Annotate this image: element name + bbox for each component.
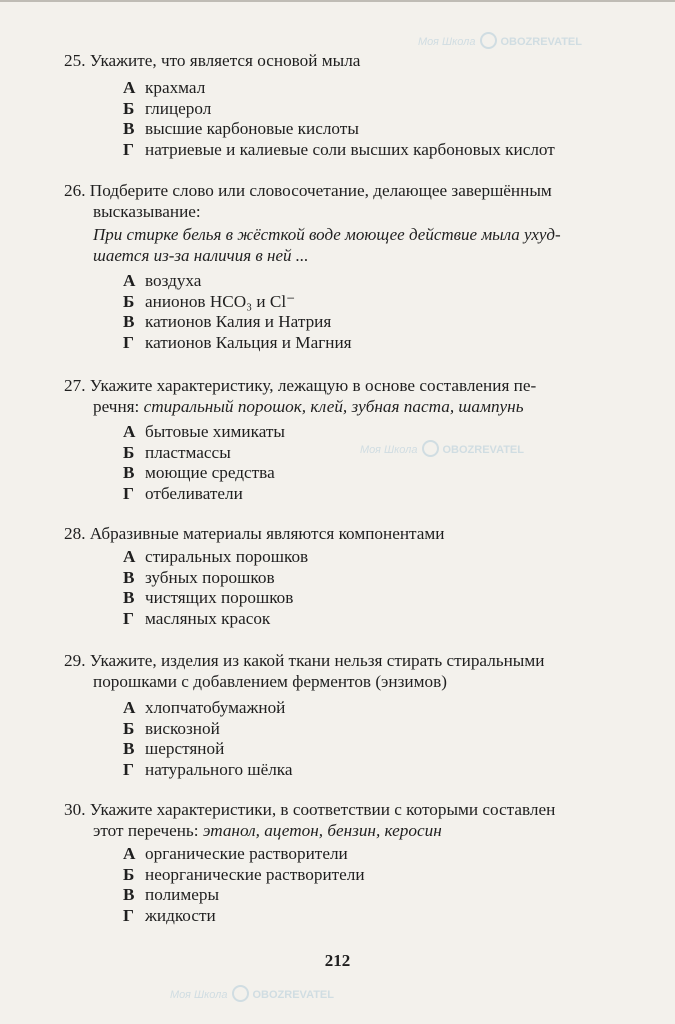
option-text: бытовые химикаты: [145, 422, 285, 441]
question-number: 26.: [64, 181, 86, 200]
question-25: [64, 50, 624, 160]
question-29: [64, 650, 624, 780]
watermark-school: Моя Школа: [170, 989, 228, 1001]
option-letter: Б: [123, 291, 135, 311]
option-text: катионов Кальция и Магния: [145, 332, 352, 352]
question-text: Укажите, изделия из какой ткани нельзя стирать стиральными: [89, 651, 545, 670]
option-text: жидкости: [145, 905, 216, 925]
answer-option: [64, 609, 624, 630]
page-number: 212: [324, 951, 351, 970]
watermark-brand: OBOZREVATEL: [442, 444, 524, 456]
question-number: 29.: [64, 651, 86, 670]
answer-option: [64, 422, 624, 443]
answer-option: [64, 865, 624, 886]
answer-option: [64, 312, 624, 333]
option-text: натурального шёлка: [145, 759, 293, 779]
option-text: отбеливатели: [145, 483, 243, 503]
watermark-school: Моя Школа: [418, 36, 476, 48]
question-text: Подберите слово или словосочетание, делающее завершённым: [89, 181, 552, 200]
option-text: моющие средства: [145, 463, 275, 482]
answer-option: [64, 698, 624, 719]
option-letter: А: [123, 698, 136, 717]
option-letter: В: [123, 739, 135, 758]
question-30: [64, 799, 624, 926]
question-text: Укажите характеристику, лежащую в основе составления пе-: [89, 376, 537, 395]
option-text: масляных красок: [145, 608, 271, 628]
answer-option: [64, 719, 624, 740]
option-letter: А: [123, 547, 136, 566]
question-text: Абразивные материалы являются компонентами: [89, 524, 445, 543]
option-letter: А: [123, 422, 136, 441]
watermark-brand: OBOZREVATEL: [252, 989, 334, 1001]
answer-options: [64, 271, 624, 353]
answer-option: [64, 463, 624, 484]
option-text: натриевые и калиевые соли высших карбоновых кислот: [145, 139, 555, 159]
answer-option: [64, 547, 624, 568]
option-letter: В: [123, 119, 135, 138]
option-text: воздуха: [145, 271, 202, 290]
answer-options: [64, 698, 624, 780]
answer-options: [64, 78, 624, 160]
answer-option: [64, 271, 624, 292]
question-28: [64, 523, 624, 629]
answer-options: [64, 844, 624, 926]
answer-option: [64, 443, 624, 464]
question-27: [64, 375, 624, 504]
answer-options: [64, 422, 624, 504]
question-list-italic: стиральный порошок, клей, зубная паста, шампунь: [143, 397, 524, 416]
answer-option: [64, 140, 624, 161]
watermark-school: Моя Школа: [360, 444, 418, 456]
option-letter: А: [123, 844, 136, 863]
option-letter: В: [123, 567, 135, 587]
question-number: 28.: [64, 524, 86, 543]
answer-option: [64, 292, 624, 313]
question-number: 25.: [64, 51, 86, 70]
option-text: зубных порошков: [145, 567, 275, 587]
option-text: органические растворители: [145, 844, 348, 863]
option-letter: В: [123, 588, 135, 607]
answer-option: [64, 906, 624, 927]
option-letter: А: [123, 271, 136, 290]
answer-options: [64, 547, 624, 629]
option-text: высшие карбоновые кислоты: [145, 119, 359, 138]
statement-line: шается из-за наличия в ней ...: [93, 246, 309, 265]
answer-option: [64, 844, 624, 865]
question-text: Укажите, что является основой мыла: [89, 51, 361, 70]
option-text: крахмал: [145, 78, 206, 97]
option-letter: Г: [123, 905, 134, 925]
option-text: шерстяной: [145, 739, 225, 758]
watermark-brand: OBOZREVATEL: [500, 36, 582, 48]
option-text: вискозной: [145, 718, 220, 738]
question-text-continued: этот перечень:: [93, 821, 199, 840]
option-letter: Г: [123, 483, 134, 503]
answer-option: [64, 78, 624, 99]
option-letter: Г: [123, 332, 134, 352]
question-number: 27.: [64, 376, 86, 395]
answer-option: [64, 568, 624, 589]
option-letter: В: [123, 463, 135, 482]
answer-option: [64, 119, 624, 140]
answer-option: [64, 333, 624, 354]
option-text: глицерол: [145, 98, 212, 118]
option-text: пластмассы: [145, 442, 231, 462]
option-letter: В: [123, 312, 135, 331]
option-text: хлопчатобумажной: [145, 698, 286, 717]
answer-option: [64, 760, 624, 781]
option-letter: В: [123, 885, 135, 904]
question-26: [64, 180, 624, 353]
option-text: катионов Калия и Натрия: [145, 312, 332, 331]
option-letter: Г: [123, 139, 134, 159]
question-text: Укажите характеристики, в соответствии с которыми составлен: [89, 800, 556, 819]
answer-option: [64, 99, 624, 120]
answer-option: [64, 588, 624, 609]
option-letter: Б: [123, 442, 135, 462]
option-letter: Б: [123, 718, 135, 738]
question-text-continued: порошками с добавлением ферментов (энзимов): [93, 672, 447, 691]
option-letter: А: [123, 78, 136, 97]
answer-option: [64, 739, 624, 760]
option-text: неорганические растворители: [145, 864, 365, 884]
answer-option: [64, 484, 624, 505]
option-letter: Б: [123, 98, 135, 118]
statement-line: При стирке белья в жёсткой воде моющее действие мыла ухуд-: [93, 225, 561, 244]
option-letter: Г: [123, 608, 134, 628]
option-text: чистящих порошков: [145, 588, 294, 607]
question-text-continued: высказывание:: [93, 202, 201, 221]
option-text: стиральных порошков: [145, 547, 309, 566]
option-text: полимеры: [145, 885, 219, 904]
question-text-continued: речня:: [93, 397, 140, 416]
option-letter: Б: [123, 864, 135, 884]
question-number: 30.: [64, 800, 86, 819]
question-statement: [64, 224, 624, 266]
question-list-italic: этанол, ацетон, бензин, керосин: [202, 821, 442, 840]
answer-option: [64, 885, 624, 906]
option-letter: Г: [123, 759, 134, 779]
option-text: анионов HCO₃ и Cl⁻: [145, 291, 296, 311]
